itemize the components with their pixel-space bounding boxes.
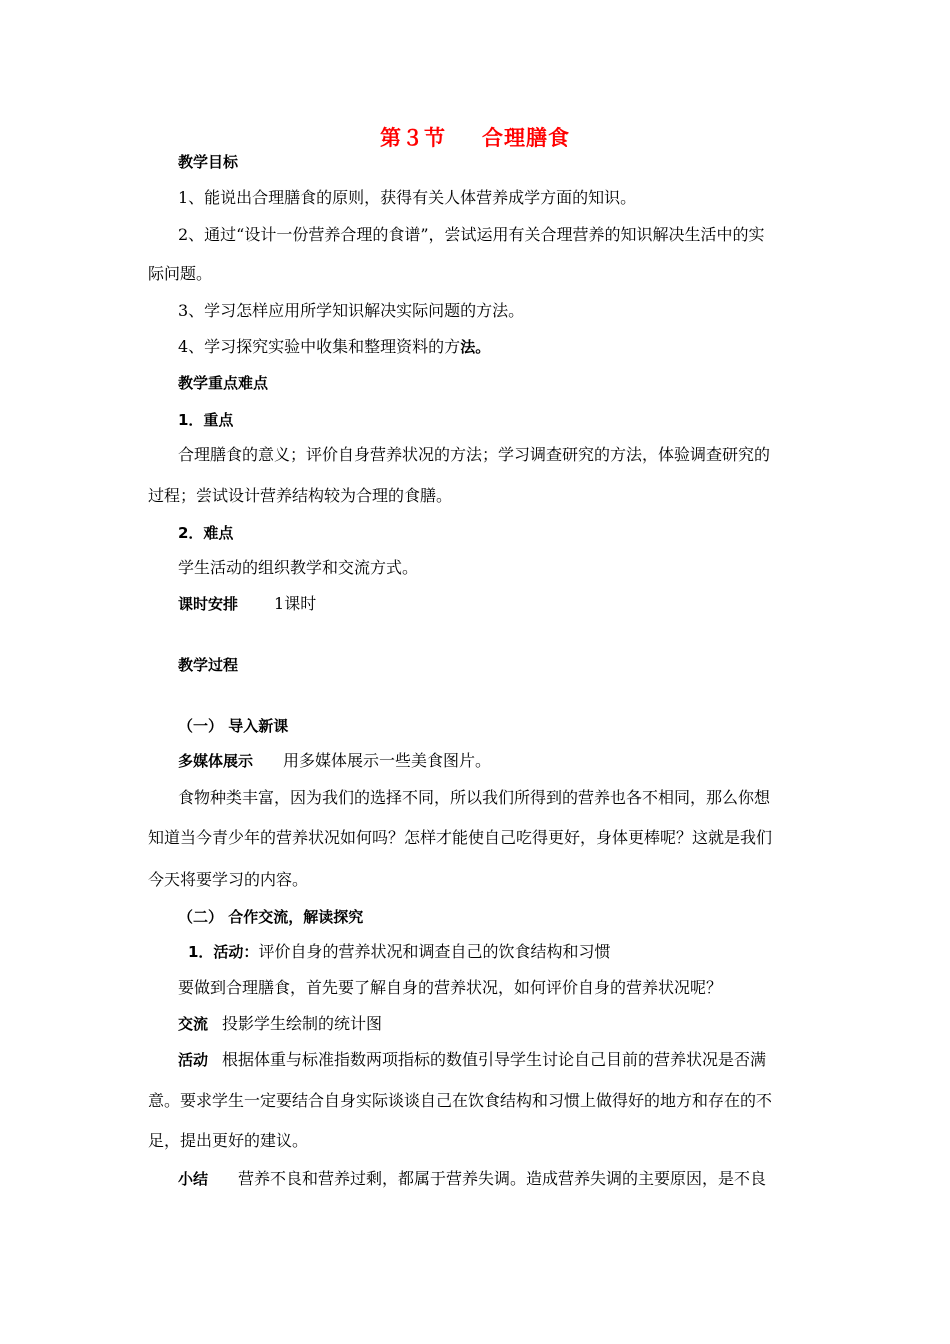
multimedia-label: 多媒体展示 [178,752,254,770]
section-name: 合理膳食 [482,125,570,150]
part1-para-line-2: 知道当今青少年的营养状况如何吗？怎样才能使自己吃得更好，身体更棒呢？这就是我们 [148,828,773,847]
exchange-text: 投影学生绘制的统计图 [222,1014,383,1033]
exchange-line [178,1012,838,1036]
focus-heading: 1．重点 [178,411,234,429]
part2-heading: （二） 合作交流，解读探究 [178,908,364,926]
part1-para-line-1: 食物种类丰富，因为我们的选择不同，所以我们所得到的营养也各不相同，那么你想 [178,788,771,807]
focus-line-1: 合理膳食的意义；评价自身营养状况的方法；学习调查研究的方法，体验调查研究的 [178,445,771,464]
act-label: 活动 [178,1051,209,1069]
process-heading: 教学过程 [178,656,239,674]
part1-para-line-3: 今天将要学习的内容。 [148,870,309,889]
objective-item-3: 3、学习怎样应用所学知识解决实际问题的方法。 [178,301,525,320]
objective-item-4-text: 4、学习探究实验中收集和整理资料的方 [178,337,461,356]
summary-line [178,1167,838,1191]
difficulty-heading: 2．难点 [178,524,234,542]
schedule-label: 课时安排 [178,595,239,613]
part1-heading: （一） 导入新课 [178,717,289,735]
summary-label: 小结 [178,1170,209,1188]
objective-item-4-bold: 法。 [460,338,491,356]
difficulty-text: 学生活动的组织教学和交流方式。 [178,558,419,577]
activity-label: 1．活动： [188,943,259,961]
multimedia-line [178,749,838,773]
objective-item-2-line-1: 2、通过“设计一份营养合理的食谱”，尝试运用有关合理营养的知识解决生活中的实 [178,225,765,244]
schedule-line [178,592,838,616]
act-line-3: 足，提出更好的建议。 [148,1131,309,1150]
activity-line [188,940,848,964]
multimedia-text: 用多媒体展示一些美食图片。 [283,751,492,770]
summary-text: 营养不良和营养过剩，都属于营养失调。造成营养失调的主要原因，是不良 [238,1169,767,1188]
focus-line-2: 过程；尝试设计营养结构较为合理的食膳。 [148,486,453,505]
exchange-label: 交流 [178,1015,209,1033]
section-number: 第３节 [380,125,446,150]
page-title [0,122,950,152]
act-line-1 [178,1048,838,1072]
objective-item-4 [178,335,838,359]
schedule-value: 1课时 [274,594,317,613]
key-points-heading: 教学重点难点 [178,374,269,392]
activity-text: 评价自身的营养状况和调查自己的饮食结构和习惯 [258,942,611,961]
act-text: 根据体重与标准指数两项指标的数值引导学生讨论自己目前的营养状况是否满 [222,1050,767,1069]
objectives-heading: 教学目标 [178,153,239,171]
objective-item-1: 1、能说出合理膳食的原则，获得有关人体营养成学方面的知识。 [178,188,637,207]
objective-item-2-line-2: 际问题。 [148,264,213,283]
act-line-2: 意。要求学生一定要结合自身实际谈谈自己在饮食结构和习惯上做得好的地方和存在的不 [148,1091,773,1110]
part2-intro: 要做到合理膳食，首先要了解自身的营养状况，如何评价自身的营养状况呢？ [178,978,723,997]
